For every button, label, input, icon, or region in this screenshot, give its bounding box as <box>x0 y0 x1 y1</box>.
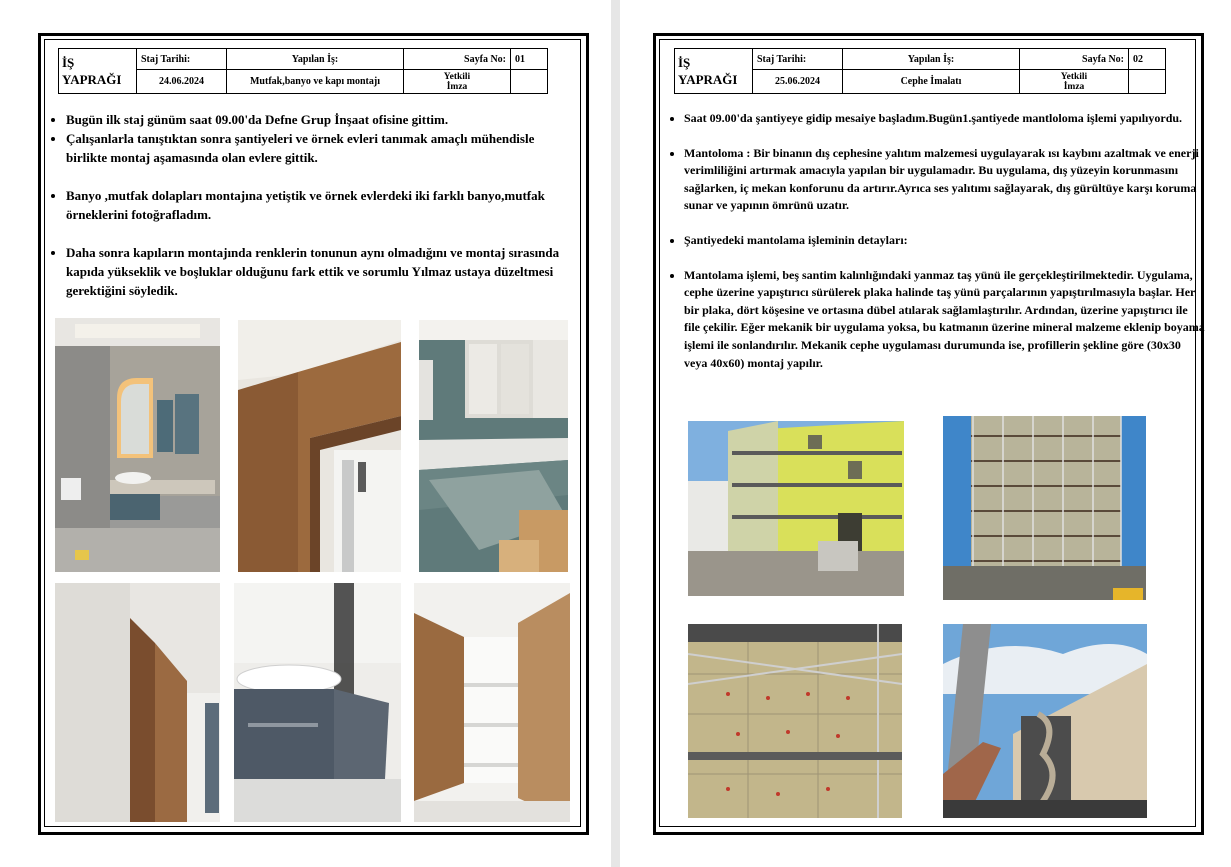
report-body <box>52 110 566 300</box>
photo-panel-application <box>943 624 1147 818</box>
logo-line-2: YAPRAĞI <box>678 72 738 87</box>
photo-bathroom <box>55 318 220 572</box>
bullet-item: • Çalışanlarla tanıştıktan sonra şantiyeleri ve örnek evleri tanımak amaçlı mühendisle birlikte montaj aşamasında olan evlere gittik. <box>66 129 566 167</box>
report-body <box>670 110 1206 372</box>
auth-line-1: Yetkili <box>443 71 471 82</box>
photo-scaffolding-building <box>943 416 1146 600</box>
page-number: 01 <box>511 49 548 70</box>
photo-kitchen <box>419 320 568 572</box>
page-1 <box>0 0 611 867</box>
photo-facade-insulation <box>688 421 904 596</box>
page-number: 02 <box>1129 49 1166 70</box>
date-label: Staj Tarihi: <box>753 49 843 70</box>
photo-rockwool-panels <box>688 624 902 818</box>
bullet-item: • Banyo ,mutfak dolapları montajına yetiştik ve örnek evlerdeki iki farklı banyo,mutfak örneklerini fotoğrafladım. <box>66 186 566 224</box>
signature-box <box>1129 70 1166 94</box>
date-value: 24.06.2024 <box>137 70 227 94</box>
authorized-signature-label <box>1020 70 1129 94</box>
bullet-item: • Daha sonra kapıların montajında renklerin tonunun aynı olmadığını ve montaj sırasında kapıda yükseklik ve boşluklar olduğunu fark ettik ve sorumlu Yılmaz ustaya düzeltmesi gerektiğini söyledik. <box>66 243 566 300</box>
header-table <box>58 48 548 94</box>
page-label: Sayfa No: <box>404 49 511 70</box>
auth-line-2: İmza <box>446 81 468 92</box>
header-table <box>674 48 1166 94</box>
auth-line-1: Yetkili <box>1060 71 1088 82</box>
header-logo <box>59 49 137 94</box>
header-logo <box>675 49 753 94</box>
bullet-item: • Saat 09.00'da şantiyeye gidip mesaiye başladım.Bugün1.şantiyede mantloloma işlemi yapılıyordu. <box>684 110 1206 128</box>
photo-door-side <box>55 583 220 822</box>
photo-door-frame <box>238 320 401 572</box>
work-value: Cephe İmalatı <box>843 70 1020 94</box>
work-label: Yapılan İş: <box>843 49 1020 70</box>
photo-vanity-cabinet <box>234 583 401 822</box>
logo-line-1: İŞ <box>678 55 691 70</box>
photo-wall-cabinet <box>414 583 570 822</box>
signature-box <box>511 70 548 94</box>
date-value: 25.06.2024 <box>753 70 843 94</box>
authorized-signature-label <box>404 70 511 94</box>
page-2 <box>620 0 1231 867</box>
bullet-item: • Şantiyedeki mantolama işleminin detayları: <box>684 232 1206 250</box>
auth-line-2: İmza <box>1063 81 1085 92</box>
logo-line-2: YAPRAĞI <box>62 72 122 87</box>
bullet-item: • Mantoloma : Bir binanın dış cephesine yalıtım malzemesi uygulayarak ısı kaybını azaltmak ve enerji verimliliğini artırmak amacıyla yapılan bir uygulamadır. Bu uygulama, dış yüzeyin korunmasını sağlarken, iç mekan konforunu da artırır.Ayrıca ses yalıtımı sağlayarak, dış gürültüye karşı koruma sunar ve yapının ömrünü uzatır. <box>684 145 1206 215</box>
bullet-item: • Bugün ilk staj günüm saat 09.00'da Defne Grup İnşaat ofisine gittim. <box>66 110 566 129</box>
date-label: Staj Tarihi: <box>137 49 227 70</box>
page-label: Sayfa No: <box>1020 49 1129 70</box>
work-label: Yapılan İş: <box>227 49 404 70</box>
work-value: Mutfak,banyo ve kapı montajı <box>227 70 404 94</box>
logo-line-1: İŞ <box>62 55 75 70</box>
bullet-item: • Mantolama işlemi, beş santim kalınlığındaki yanmaz taş yünü ile gerçekleştirilmektedir. Uygulama, cephe üzerine yapıştırıcı sürülerek plaka halinde taş yünü parçalarının yapıştırılmasıyla başlar. Her bir plaka, dört köşesine ve ortasına dübel atılarak sağlamlaştırılır. Ardından, üzerine yapıştırıcı ile file çekilir. Eğer mekanik bir uygulama yoksa, bu katmanın üzerine mineral malzeme eklenip boyama işlemi ile sonlandırılır. Mekanik cephe uygulaması durumunda ise, profillerin şekline göre (30x30 veya 40x60) montaj yapılır. <box>684 267 1206 373</box>
